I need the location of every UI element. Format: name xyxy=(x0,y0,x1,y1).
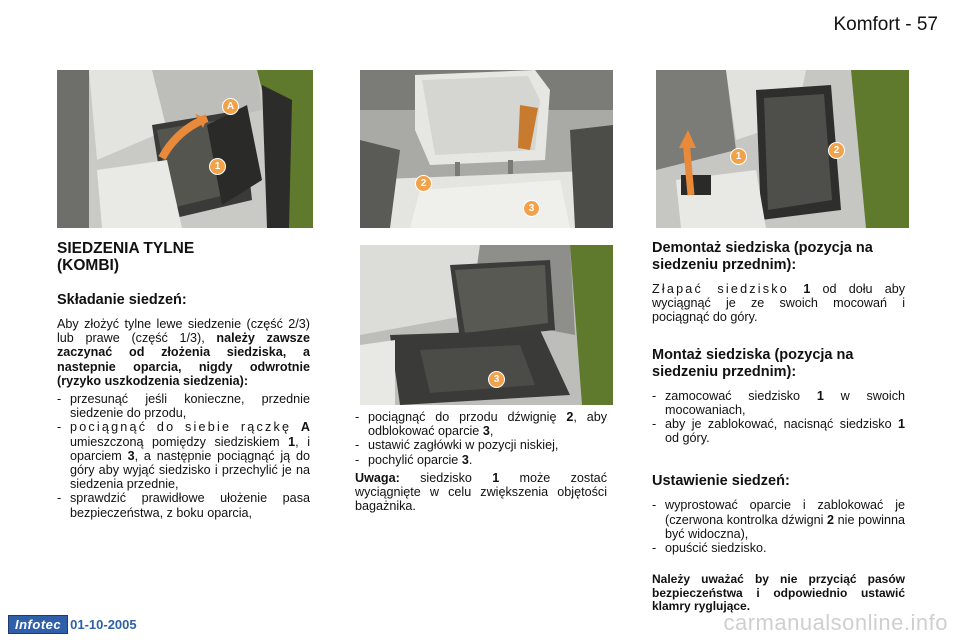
item-ref: A xyxy=(300,420,310,435)
item-ref: 2 xyxy=(827,512,835,527)
item-text: pochylić oparcie xyxy=(368,452,462,467)
item-text: zamocować siedzisko xyxy=(665,388,817,403)
photo-seat-removal xyxy=(656,70,909,228)
page-header: Komfort - 57 xyxy=(833,14,938,35)
item-ref: 1 xyxy=(897,417,905,432)
note-text: siedzisko xyxy=(399,470,493,485)
list-item xyxy=(652,417,905,445)
item-text: umieszczoną pomiędzy siedziskiem xyxy=(70,434,289,449)
intro-paragraph xyxy=(57,317,310,388)
column-1 xyxy=(57,240,310,520)
intro-bold: należy zawsze zaczynać od złożenia siedziska, a nastepnie oparcia, nigdy odwrotnie (ryzyko uszkodzenia siedzenia): xyxy=(57,331,310,388)
note-text: może zostać wyciągnięte w celu zwiększenia objętości bagażnika. xyxy=(355,470,607,514)
item-text: wyprostować oparcie i zablokować je (czerwona kontrolka dźwigni xyxy=(665,498,905,527)
item-ref: 3 xyxy=(482,424,490,439)
list-item xyxy=(355,410,607,438)
subheading-folding: Składanie siedzeń: xyxy=(57,292,187,308)
list-item xyxy=(652,498,905,541)
list-item xyxy=(57,392,310,420)
list-item xyxy=(57,491,310,519)
item-text: . xyxy=(468,452,473,467)
item-ref: 3 xyxy=(461,452,469,467)
item-text: ustawić zagłówki w pozycji niskiej, xyxy=(368,438,559,453)
list-item xyxy=(355,438,607,452)
callout-3: 3 xyxy=(488,371,505,388)
note-paragraph xyxy=(355,471,607,514)
item-text: w swoich mocowaniach, xyxy=(665,388,905,417)
note-ref: 1 xyxy=(492,470,500,485)
item-text: , i oparciem xyxy=(70,434,311,463)
para-text: Złapać siedzisko xyxy=(652,282,804,296)
item-text: nie powinna być widoczna), xyxy=(665,512,905,541)
item-text: , aby odblokować oparcie xyxy=(368,410,607,439)
heading-seat-removal: Demontaż siedziska (pozycja na siedzeniu przednim): xyxy=(652,240,873,273)
column-3 xyxy=(652,240,905,614)
item-text: pociągnąć do przodu dźwignię xyxy=(368,410,567,424)
item-ref: 2 xyxy=(566,410,574,424)
item-text: przesunąć jeśli konieczne, przednie siedzenie do przodu, xyxy=(70,392,310,421)
intro-text: Aby złożyć tylne lewe siedzenie (część 2/3) lub prawe (część 1/3), xyxy=(57,317,310,346)
callout-2: 2 xyxy=(415,175,432,192)
heading-seat-adjustment: Ustawienie siedzeń: xyxy=(652,473,790,490)
item-text: , xyxy=(489,424,494,439)
photo-folded-backrest xyxy=(360,245,613,405)
backrest-steps xyxy=(355,410,607,467)
photo-headrest-lever xyxy=(360,70,613,228)
heading-seat-mounting: Montaż siedziska (pozycja na siedzeniu przednim): xyxy=(652,346,854,380)
callout-2: 2 xyxy=(828,142,845,159)
item-text: od góry. xyxy=(665,431,710,446)
mounting-steps xyxy=(652,389,905,446)
item-text: opuścić siedzisko. xyxy=(665,541,767,556)
edition-date: 01-10-2005 xyxy=(70,616,137,632)
folding-steps xyxy=(57,392,310,520)
callout-1: 1 xyxy=(730,148,747,165)
watermark: carmanualsonline.info xyxy=(723,610,948,635)
item-ref: 1 xyxy=(288,434,296,449)
callout-a: A xyxy=(222,98,239,115)
list-item xyxy=(57,420,310,491)
section-heading-rear-seats: SIEDZENIA TYLNE (KOMBI) xyxy=(57,240,195,274)
callout-1: 1 xyxy=(209,158,226,175)
adjustment-steps xyxy=(652,498,905,555)
item-text: sprawdzić prawidłowe ułożenie pasa bezpieczeństwa, z boku oparcia, xyxy=(70,491,310,520)
callout-3: 3 xyxy=(523,200,540,217)
photo-seat-cushion-fold xyxy=(57,70,313,228)
column-2 xyxy=(355,410,607,513)
infotec-logo: Infotec xyxy=(8,615,68,634)
warning-note: Należy uważać by nie przyciąć pasów bezpieczeństwa i odpowiednio ustawić klamry ryglujące. xyxy=(652,572,905,614)
footer xyxy=(8,614,137,634)
item-text: , a następnie pociągnąć ją do góry aby wyjąć siedzisko i przechylić je na siedzenia przednie, xyxy=(70,448,311,492)
item-text: pociągnąć do siebie rączkę xyxy=(70,420,301,435)
item-text: aby je zablokować, nacisnąć siedzisko xyxy=(665,417,898,432)
list-item xyxy=(652,541,905,555)
para-text: od dołu aby wyciągnąć je ze swoich mocowań i pociągnąć do góry. xyxy=(652,282,905,325)
removal-paragraph xyxy=(652,282,905,325)
item-ref: 3 xyxy=(127,448,135,463)
item-ref: 1 xyxy=(816,388,824,403)
para-ref: 1 xyxy=(803,282,811,296)
list-item xyxy=(355,453,607,467)
list-item xyxy=(652,389,905,417)
note-label: Uwaga: xyxy=(355,470,400,485)
